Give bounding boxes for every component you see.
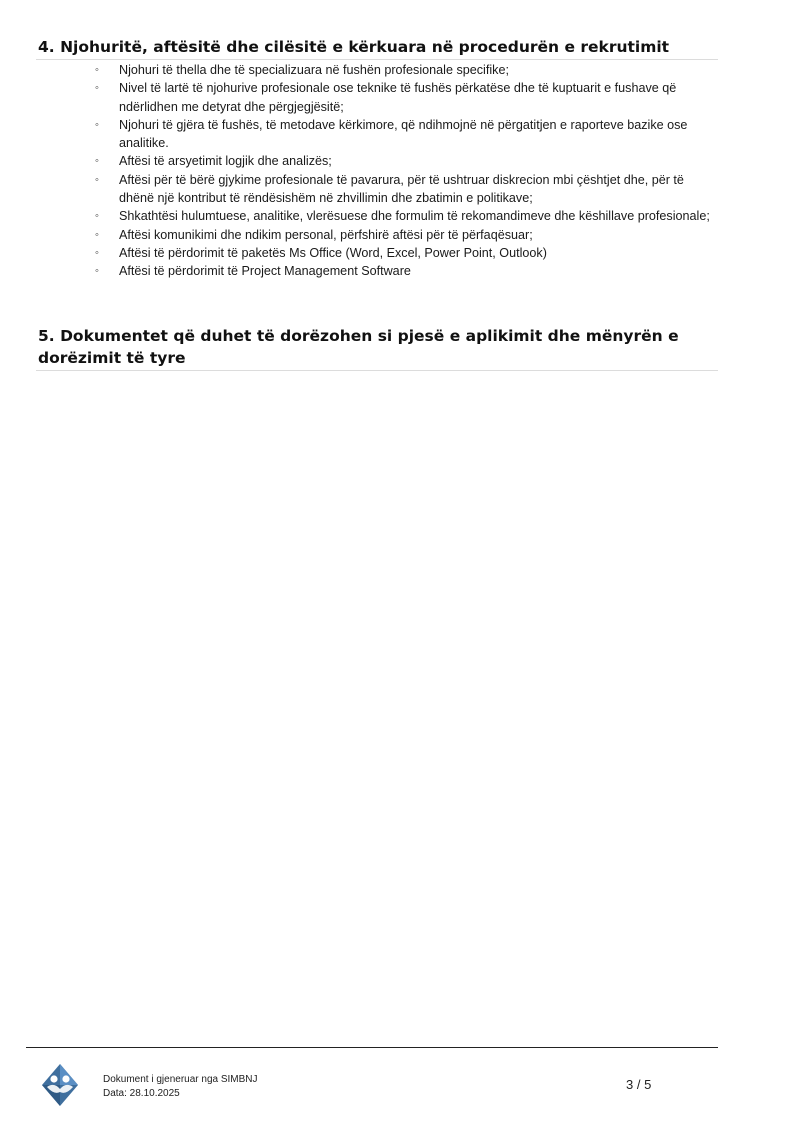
bullet-icon: ◦ [95,155,99,168]
footer-info [103,1073,258,1101]
bullet-icon: ◦ [95,265,99,278]
list-item-text: Nivel të lartë të njohurive profesionale ose teknike të fushës përkatëse dhe të kuptuarit e fushave që ndërlidhen me detyrat dhe përgjegjësitë; [119,81,677,114]
list-item [92,152,718,170]
list-item [92,262,718,280]
list-item [92,207,718,225]
list-item-text: Aftësi komunikimi dhe ndikim personal, përfshirë aftësi për të përfaqësuar; [119,227,533,242]
section-4-heading: 4. Njohuritë, aftësitë dhe cilësitë e kërkuara në procedurën e rekrutimit [36,36,718,60]
list-item-text: Aftësi të arsyetimit logjik dhe analizës; [119,154,332,169]
list-item-text: Njohuri të gjëra të fushës, të metodave kërkimore, që ndihmojnë në përgatitjen e raporteve bazike ose analitike. [119,117,688,151]
footer-generated-by: Dokument i gjeneruar nga SIMBNJ [103,1074,258,1085]
list-item [92,79,718,116]
bullet-icon: ◦ [95,173,99,186]
bullet-icon: ◦ [95,246,99,259]
list-item [92,226,718,244]
list-item-text: Aftësi për të bërë gjykime profesionale të pavarura, për të ushtruar diskrecion mbi çështjet dhe, për të dhënë një kontribut të rëndësishëm në zhvillimin dhe zbatimin e politikave; [119,172,684,206]
bullet-icon: ◦ [95,210,99,223]
list-item [92,244,718,262]
bullet-icon: ◦ [95,64,99,76]
requirements-list [92,61,718,281]
simbnj-logo-icon [40,1062,80,1108]
list-item-text: Aftësi të përdorimit të paketës Ms Office (Word, Excel, Power Point, Outlook) [119,245,547,260]
list-item [92,61,718,79]
list-item-text: Aftësi të përdorimit të Project Management Software [119,264,411,279]
footer-date: Data: 28.10.2025 [103,1088,180,1099]
list-item [92,116,718,153]
bullet-icon: ◦ [95,82,99,95]
footer-divider [26,1047,718,1048]
page-number: 3 / 5 [626,1077,652,1092]
bullet-icon: ◦ [95,228,99,241]
list-item [92,171,718,208]
list-item-text: Shkathtësi hulumtuese, analitike, vlerësuese dhe formulim të rekomandimeve dhe këshillave profesionale; [119,209,710,224]
section-5-heading: 5. Dokumentet që duhet të dorëzohen si pjesë e aplikimit dhe mënyrën e dorëzimit të tyre [36,325,718,371]
list-item-text: Njohuri të thella dhe të specializuara në fushën profesionale specifike; [119,63,509,77]
bullet-icon: ◦ [95,118,99,131]
